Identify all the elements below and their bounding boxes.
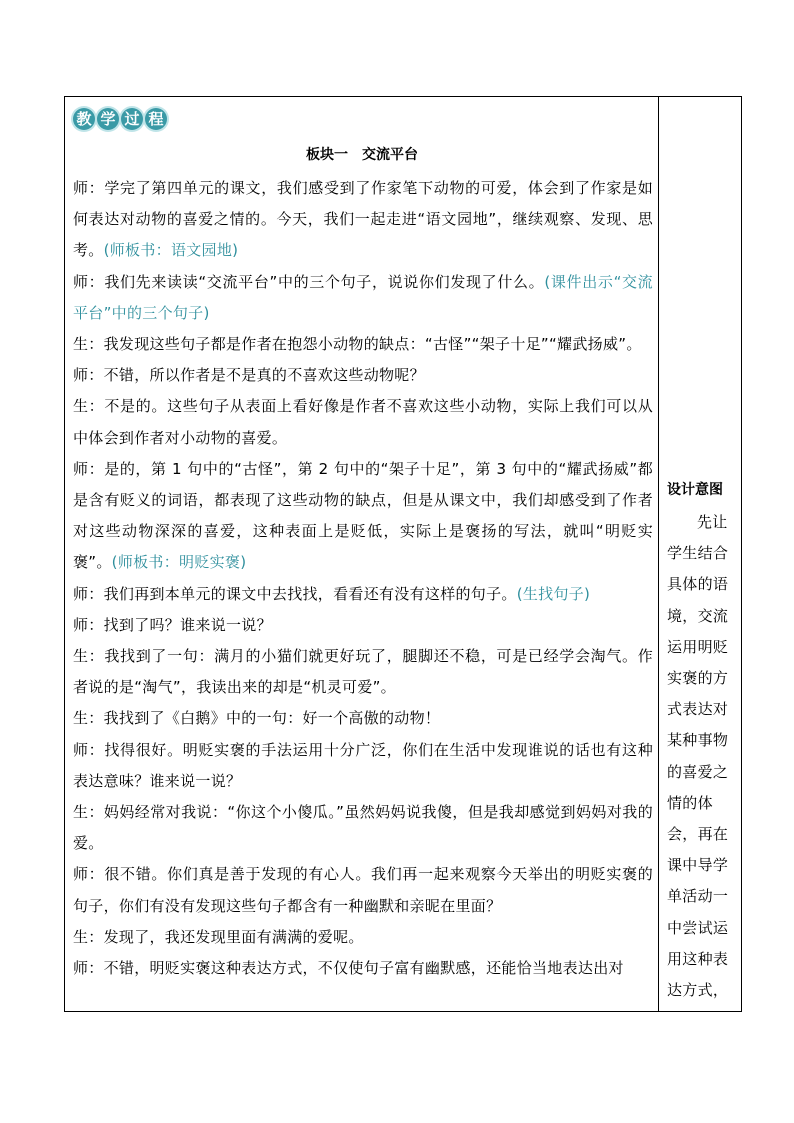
badge-char: 教 — [73, 108, 95, 130]
paragraph-text: 师：是的，第 1 句中的“古怪”，第 2 句中的“架子十足”，第 3 句中的“耀武扬威”都是含有贬义的词语，都表现了这些动物的缺点，但是从课文中，我们却感受到了作者对这些动物深深的喜爱，这种表面上是贬低，实际上是褒扬的写法，就叫“明贬实褒”。 — [73, 459, 653, 572]
paragraph — [73, 953, 653, 984]
paragraph — [73, 329, 653, 360]
board-note: (课件出示“交流平台”中的三个句子) — [73, 272, 653, 322]
badge-char: 学 — [97, 108, 119, 130]
design-intent-text: 先让学生结合具体的语境，交流运用明贬实褒的方式表达对某种事物的喜爱之情的体会，再在课中导学单活动一中尝试运用这种表达方式， — [667, 513, 729, 1000]
paragraph-text: 师：很不错。你们真是善于发现的有心人。我们再一起来观察今天举出的明贬实褒的句子，你们有没有发现这些句子都含有一种幽默和亲昵在里面？ — [73, 865, 653, 915]
paragraph — [73, 454, 653, 579]
badge-char: 程 — [145, 108, 167, 130]
paragraph-text: 生：我找到了《白鹅》中的一句：好一个高傲的动物！ — [73, 709, 441, 728]
badge-char: 过 — [121, 108, 143, 130]
paragraph-text: 师：学完了第四单元的课文，我们感受到了作家笔下动物的可爱，体会到了作家是如何表达对动物的喜爱之情的。今天，我们一起走进“语文园地”，继续观察、发现、思考。 — [73, 179, 653, 260]
paragraph — [73, 610, 653, 641]
paragraph — [73, 641, 653, 703]
paragraph — [73, 360, 653, 391]
paragraph — [73, 173, 653, 267]
lesson-table — [64, 96, 742, 1012]
paragraph — [73, 859, 653, 921]
board-note: (师板书：明贬实褒) — [111, 553, 247, 572]
paragraph-text: 生：我找到了一句：满月的小猫们就更好玩了，腿脚还不稳，可是已经学会淘气。作者说的是“淘气”，我读出来的却是“机灵可爱”。 — [73, 647, 653, 697]
paragraph — [73, 922, 653, 953]
paragraph-text: 师：找得很好。明贬实褒的手法运用十分广泛，你们在生活中发现谁说的话也有这种表达意味？谁来说一说？ — [73, 740, 653, 790]
paragraph — [73, 703, 653, 734]
section-title: 板块一 交流平台 — [306, 147, 418, 163]
paragraph-text: 师：我们先来读读“交流平台”中的三个句子，说说你们发现了什么。 — [73, 272, 545, 291]
paragraph-text: 生：我发现这些句子都是作者在抱怨小动物的缺点：“古怪”“架子十足”“耀武扬威”。 — [73, 335, 642, 354]
paragraph-text: 师：不错，所以作者是不是真的不喜欢这些动物呢？ — [73, 366, 425, 385]
design-intent-title: 设计意图 — [667, 482, 723, 498]
paragraph — [73, 391, 653, 453]
paragraph-text: 师：不错，明贬实褒这种表达方式，不仅使句子富有幽默感，还能恰当地表达出对 — [73, 959, 624, 978]
paragraph-text: 生：妈妈经常对我说：“你这个小傻瓜。”虽然妈妈说我傻，但是我却感觉到妈妈对我的爱。 — [73, 803, 653, 853]
paragraph-text: 师：找到了吗？谁来说一说？ — [73, 615, 272, 634]
teaching-process-badge — [73, 105, 167, 133]
paragraph — [73, 735, 653, 797]
paragraph-text: 生：发现了，我还发现里面有满满的爱呢。 — [73, 927, 364, 946]
board-note: (生找句子) — [516, 584, 591, 603]
board-note: (师板书：语文园地) — [103, 241, 239, 260]
paragraph — [73, 579, 653, 610]
paragraph — [73, 797, 653, 859]
paragraph-text: 生：不是的。这些句子从表面上看好像是作者不喜欢这些小动物，实际上我们可以从中体会到作者对小动物的喜爱。 — [73, 397, 653, 447]
paragraph-text: 师：我们再到本单元的课文中去找找，看看还有没有这样的句子。 — [73, 584, 517, 603]
teaching-process-column — [65, 97, 659, 1011]
dialogue-body — [73, 173, 653, 984]
design-intent-column — [659, 97, 741, 1011]
paragraph — [73, 267, 653, 329]
